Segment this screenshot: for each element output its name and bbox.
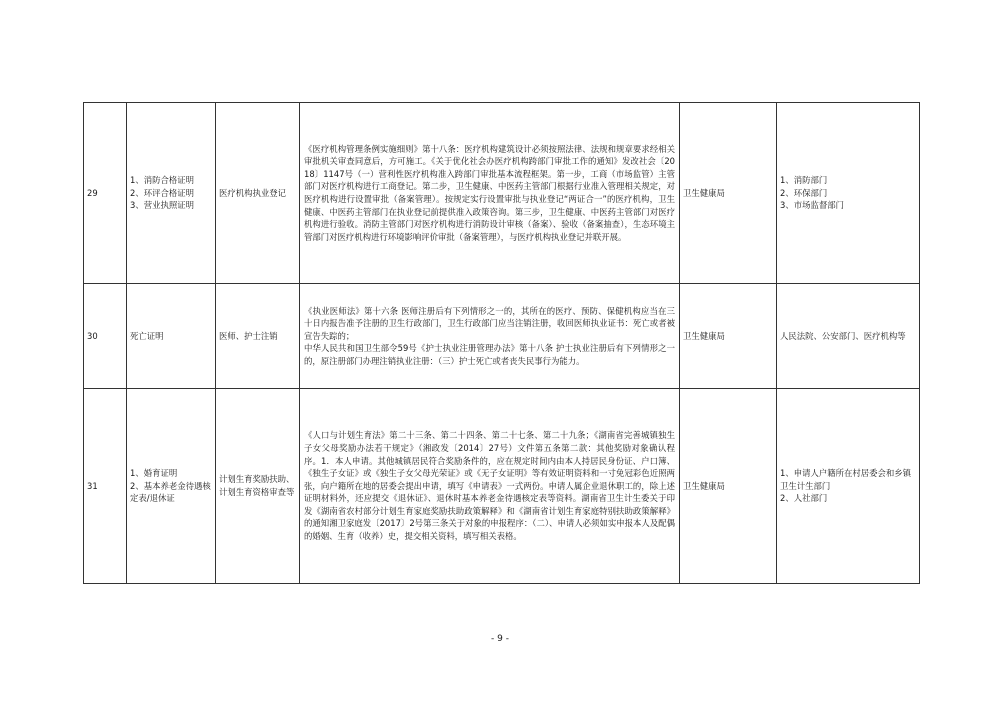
table-row	[84, 103, 920, 284]
material-item: 3、营业执照证明	[130, 200, 194, 211]
matter-name: 医疗机构执业登记	[216, 103, 300, 284]
page-number: - 9 -	[491, 634, 509, 644]
material-item: 2、基本养老金待遇核定表/退休证	[130, 480, 211, 504]
matter-name: 计划生育奖励扶助、计划生育资格审查等	[216, 389, 300, 584]
verification-item: 3、市场监督部门	[780, 200, 844, 211]
table-row	[84, 389, 920, 584]
verification-departments-cell	[777, 284, 920, 389]
verification-item: 1、申请人户籍所在村居委会和乡镇卫生计生部门	[780, 468, 911, 491]
required-materials-cell	[127, 103, 216, 284]
material-item: 1、消防合格证明	[130, 175, 194, 186]
required-materials-cell	[127, 389, 216, 584]
row-number: 30	[84, 284, 127, 389]
required-materials-cell	[127, 284, 216, 389]
matter-name: 医师、护士注销	[216, 284, 300, 389]
legal-basis-paragraph: 《执业医师法》第十六条 医师注册后有下列情形之一的，其所在的医疗、预防、保健机构应当在三十日内报告准予注册的卫生行政部门，卫生行政部门应当注销注册，收回医师执业证书：死亡或者被宣告失踪的；	[304, 305, 675, 341]
verification-departments-cell	[777, 103, 920, 284]
legal-basis-paragraph: 中华人民共和国卫生部令59号《护士执业注册管理办法》第十八条 护士执业注册后有下列情形之一的，原注册部门办理注销执业注册：（三）护士死亡或者丧失民事行为能力。	[304, 343, 675, 366]
legal-basis: 《医疗机构管理条例实施细则》第十八条：医疗机构建筑设计必须按照法律、法规和规章要求经相关审批机关审查同意后，方可施工。《关于优化社会办医疗机构跨部门审批工作的通知》发改社会〔2018〕1147号（一）营利性医疗机构准入跨部门审批基本流程框架。第一步，工商（市场监管）主管部门对医疗机构进行工商登记。第二步，卫生健康、中医药主管部门根据行业准入管理相关规定，对医疗机构进行设置审批（备案管理）。按规定实行设置审批与执业登记“两证合一”的医疗机构，卫生健康、中医药主管部门在执业登记前提供准入政策咨询。第三步，卫生健康、中医药主管部门对医疗机构进行验收。消防主管部门对医疗机构进行消防设计审核（备案）、验收（备案抽查），生态环境主管部门对医疗机构进行环境影响评价审批（备案管理），与医疗机构执业登记并联开展。	[300, 103, 680, 284]
handling-department: 卫生健康局	[680, 284, 777, 389]
verification-item: 2、环保部门	[780, 187, 828, 198]
row-number: 31	[84, 389, 127, 584]
table-row	[84, 284, 920, 389]
legal-basis	[300, 284, 680, 389]
row-number: 29	[84, 103, 127, 284]
handling-department: 卫生健康局	[680, 103, 777, 284]
verification-item: 人民法院、公安部门、医疗机构等	[780, 330, 906, 341]
verification-departments-cell	[777, 389, 920, 584]
verification-item: 2、人社部门	[780, 493, 828, 504]
legal-basis: 《人口与计划生育法》第二十三条、第二十四条、第二十七条、第二十九条；《湖南省完善城镇独生子女父母奖励办法若干规定》（湘政发〔2014〕27号）文件第五条第二款：其他奖励对象确认程序。1．本人申请。其他城镇居民符合奖励条件的，应在规定时间内由本人持居民身份证、户口簿、《独生子女证》或《独生子女父母光荣证》或《无子女证明》等有效证明资料和一寸免冠彩色近照两张，向户籍所在地的居委会提出申请，填写《申请表》一式两份。申请人属企业退休职工的，除上述证明材料外，还应提交《退休证》、退休时基本养老金待遇核定表等资料。湖南省卫生计生委关于印发《湖南省农村部分计划生育家庭奖励扶助政策解释》和《湖南省计划生育家庭特别扶助政策解释》的通知湘卫家庭发〔2017〕2号第三条关于对象的申报程序：（二）、申请人必须如实申报本人及配偶的婚姻、生育（收养）史，提交相关资料，填写相关表格。	[300, 389, 680, 584]
material-item: 2、环评合格证明	[130, 187, 194, 198]
material-item: 死亡证明	[130, 330, 164, 341]
handling-department: 卫生健康局	[680, 389, 777, 584]
requirements-table	[83, 102, 920, 584]
verification-item: 1、消防部门	[780, 175, 828, 186]
material-item: 1、婚育证明	[130, 468, 178, 479]
